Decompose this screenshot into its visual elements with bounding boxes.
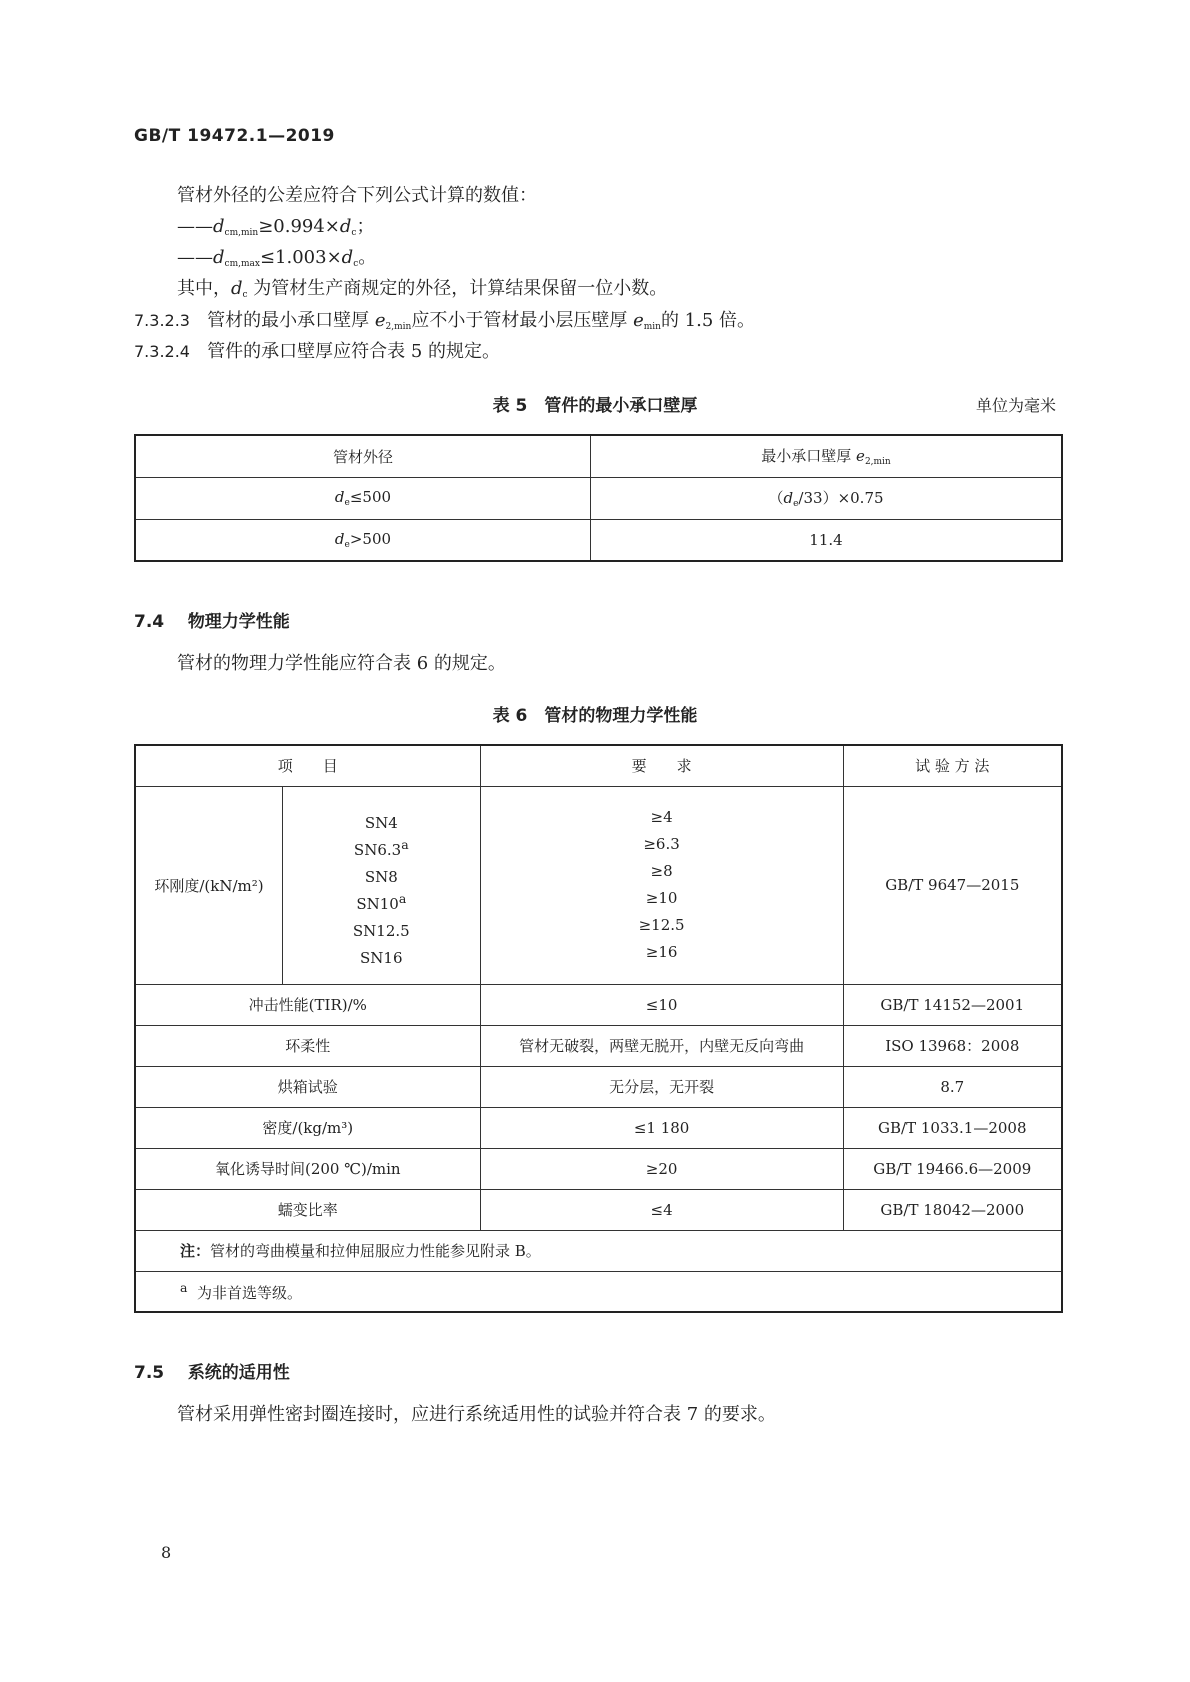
- property-method: GB/T 19466.6—2009: [843, 1148, 1062, 1189]
- table5-cell-thickness: $(d_e/33)\times 0.75$: [591, 477, 1063, 519]
- property-method: GB/T 1033.1—2008: [843, 1107, 1062, 1148]
- table6-header-item: 项 目: [135, 745, 480, 786]
- property-requirement: ≤10: [480, 984, 843, 1025]
- property-name: 环柔性: [135, 1025, 480, 1066]
- property-requirement: 无分层，无开裂: [480, 1066, 843, 1107]
- table6-footnote: $^a$ 为非首选等级。: [135, 1271, 1062, 1312]
- sn-grade: SN8: [364, 868, 398, 886]
- sn-requirement: ≥4: [650, 808, 673, 826]
- clause-7-3-2-3: 7.3.2.3 管材的最小承口壁厚 $e_{2,min}$应不小于管材最小层压壁厚 $e_{min}$的 1.5 倍。: [134, 310, 756, 332]
- property-name: 氧化诱导时间(200 ℃)/min: [135, 1148, 480, 1189]
- sn-grade: SN16: [360, 949, 403, 967]
- property-name: 烘箱试验: [135, 1066, 480, 1107]
- property-name: 冲击性能(TIR)/%: [135, 984, 480, 1025]
- formula-explanation: 其中，$d_c$ 为管材生产商规定的外径，计算结果保留一位小数。: [177, 278, 668, 300]
- table6-header-requirement: 要 求: [480, 745, 843, 786]
- ring-stiffness-label: 环刚度/(kN/m²): [135, 786, 283, 984]
- property-method: GB/T 18042—2000: [843, 1189, 1062, 1230]
- property-requirement: ≥20: [480, 1148, 843, 1189]
- property-method: ISO 13968：2008: [843, 1025, 1062, 1066]
- sn-grade: SN4: [364, 814, 398, 832]
- section-7-4-paragraph: 管材的物理力学性能应符合表 6 的规定。: [177, 653, 506, 674]
- sn-grade: SN6.3$^a$: [353, 837, 409, 859]
- sn-requirement: ≥16: [645, 943, 678, 961]
- property-requirement: ≤4: [480, 1189, 843, 1230]
- property-requirement: 管材无破裂，两壁无脱开，内壁无反向弯曲: [480, 1025, 843, 1066]
- sn-requirement-list: [480, 786, 843, 984]
- table-row: [135, 519, 1062, 561]
- sn-grade: SN12.5: [352, 922, 410, 940]
- ring-stiffness-method: GB/T 9647—2015: [843, 786, 1062, 984]
- sn-grade-list: [283, 786, 481, 984]
- property-name: 密度/(kg/m³): [135, 1107, 480, 1148]
- table-row: [135, 1148, 1062, 1189]
- table5-header-thickness: 最小承口壁厚 $e_{2,min}$: [591, 435, 1063, 477]
- table6-header-method: 试 验 方 法: [843, 745, 1062, 786]
- section-7-5-paragraph: 管材采用弹性密封圈连接时，应进行系统适用性的试验并符合表 7 的要求。: [177, 1404, 776, 1425]
- property-method: GB/T 14152—2001: [843, 984, 1062, 1025]
- table5-header-diameter: 管材外径: [135, 435, 591, 477]
- sn-requirement: ≥10: [645, 889, 678, 907]
- intro-line: 管材外径的公差应符合下列公式计算的数值：: [177, 185, 537, 206]
- sn-requirement: ≥8: [650, 862, 673, 880]
- section-7-5-heading: 7.5 系统的适用性: [134, 1363, 290, 1383]
- table5-cell-diameter: $d_e>500$: [135, 519, 591, 561]
- table-row: [135, 1189, 1062, 1230]
- table6-note-row: [135, 1230, 1062, 1271]
- table6-note: 注：管材的弯曲模量和拉伸屈服应力性能参见附录 B。: [135, 1230, 1062, 1271]
- table5: [134, 434, 1063, 562]
- table-row: [135, 1066, 1062, 1107]
- table6: [134, 744, 1063, 1313]
- sn-grade: SN10$^a$: [356, 891, 407, 913]
- clause-7-3-2-4: 7.3.2.4 管件的承口壁厚应符合表 5 的规定。: [134, 341, 501, 362]
- table6-caption: 表 6 管材的物理力学性能: [492, 706, 698, 726]
- section-7-4-heading: 7.4 物理力学性能: [134, 612, 290, 632]
- table-row: [135, 786, 1062, 984]
- property-name: 蠕变比率: [135, 1189, 480, 1230]
- property-requirement: ≤1 180: [480, 1107, 843, 1148]
- table5-cell-diameter: $d_e\le 500$: [135, 477, 591, 519]
- table5-cell-thickness: 11.4: [591, 519, 1063, 561]
- page-number: 8: [161, 1543, 172, 1562]
- sn-requirement: ≥12.5: [638, 916, 685, 934]
- formula-max: $——d_{cm,max}\le 1.003\times d_c$。: [177, 247, 377, 269]
- table5-unit: 单位为毫米: [976, 396, 1057, 415]
- standard-code: GB/T 19472.1—2019: [134, 126, 335, 146]
- formula-min: $——d_{cm,min}\ge 0.994\times d_c$；: [177, 216, 375, 238]
- table-row: [135, 984, 1062, 1025]
- table-row: [135, 1025, 1062, 1066]
- table6-footnote-row: [135, 1271, 1062, 1312]
- table5-caption: 表 5 管件的最小承口壁厚: [492, 396, 698, 416]
- property-method: 8.7: [843, 1066, 1062, 1107]
- table-row: [135, 1107, 1062, 1148]
- sn-requirement: ≥6.3: [643, 835, 680, 853]
- table-row: [135, 477, 1062, 519]
